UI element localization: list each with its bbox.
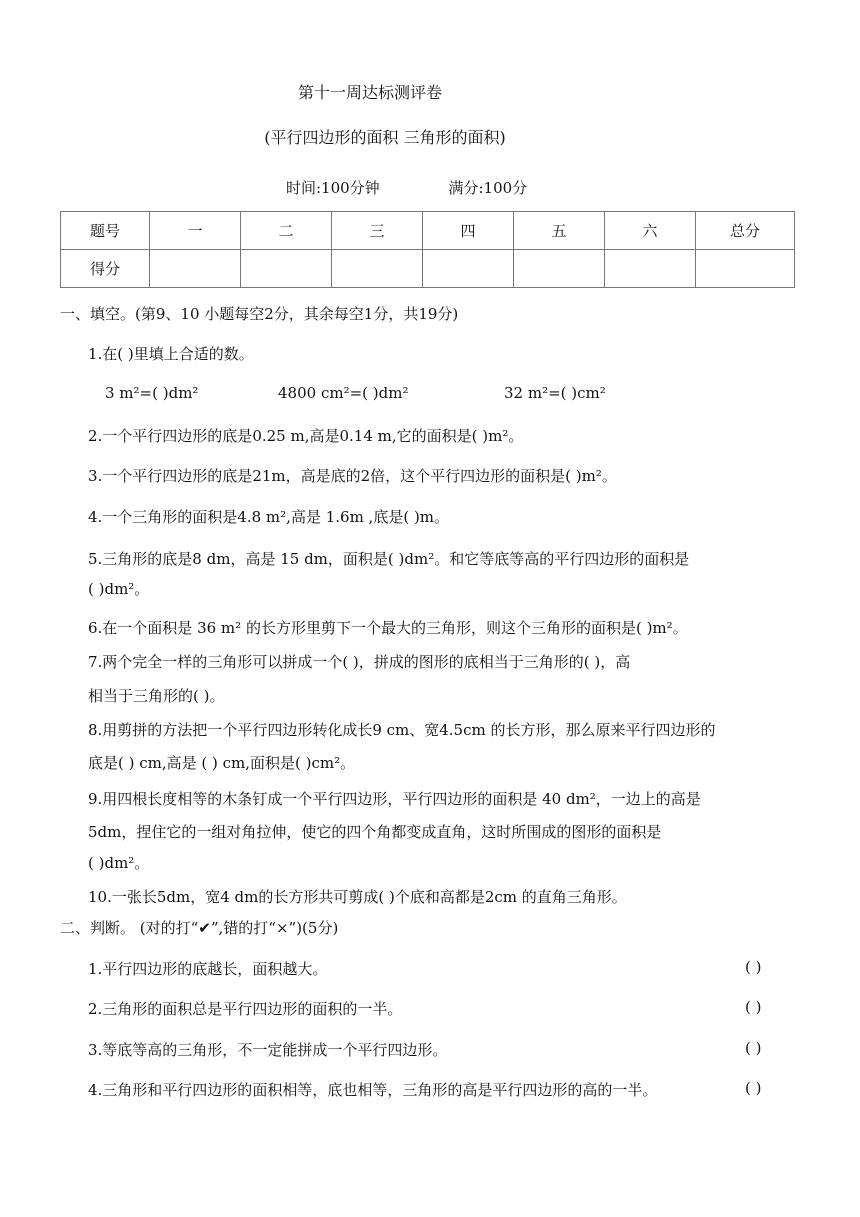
score-cell[interactable]: [332, 250, 423, 288]
question-5-line2: ( )dm²。: [88, 580, 150, 598]
question-8-line1: 8.用剪拼的方法把一个平行四边形转化成长9 cm、宽4.5cm 的长方形，那么原来平行四边形的: [88, 721, 716, 739]
answer-blank-2[interactable]: ( ): [745, 998, 762, 1016]
table-header-cell: 三: [332, 212, 423, 250]
question-9-line3: ( )dm²。: [88, 854, 150, 872]
judge-item-3: 3.等底等高的三角形，不一定能拼成一个平行四边形。: [88, 1041, 448, 1059]
question-6: 6.在一个面积是 36 m² 的长方形里剪下一个最大的三角形，则这个三角形的面积是( )m²。: [88, 619, 688, 637]
score-cell[interactable]: [241, 250, 332, 288]
score-cell[interactable]: [423, 250, 514, 288]
question-3: 3.一个平行四边形的底是21m，高是底的2倍，这个平行四边形的面积是( )m²。: [88, 467, 617, 485]
score-row-label: 得分: [61, 250, 150, 288]
time-limit: 时间:100分钟: [286, 179, 380, 197]
table-header-cell: 题号: [61, 212, 150, 250]
conversion-item: 3 m²=( )dm²: [105, 384, 199, 402]
section2-title: 二、判断。 (对的打“✔”,错的打“×”)(5分): [60, 919, 339, 937]
question-9-line1: 9.用四根长度相等的木条钉成一个平行四边形，平行四边形的面积是 40 dm²，一边上的高是: [88, 790, 701, 808]
table-header-cell: 六: [605, 212, 696, 250]
full-score: 满分:100分: [448, 179, 528, 197]
question-2: 2.一个平行四边形的底是0.25 m,高是0.14 m,它的面积是( )m²。: [88, 427, 524, 445]
score-table: [60, 211, 795, 288]
question-5-line1: 5.三角形的底是8 dm，高是 15 dm，面积是( )dm²。和它等底等高的平行四边形的面积是: [88, 550, 690, 568]
table-header-cell: 一: [150, 212, 241, 250]
exam-title: 第十一周达标测评卷: [297, 83, 442, 102]
table-header-cell: 总分: [696, 212, 795, 250]
question-4: 4.一个三角形的面积是4.8 m²,高是 1.6m ,底是( )m。: [88, 508, 450, 526]
question-8-line2: 底是( ) cm,高是 ( ) cm,面积是( )cm²。: [88, 754, 356, 772]
exam-subtitle: (平行四边形的面积 三角形的面积): [264, 128, 506, 147]
judge-item-2: 2.三角形的面积总是平行四边形的面积的一半。: [88, 1000, 403, 1018]
question-9-line2: 5dm，捏住它的一组对角拉伸，使它的四个角都变成直角，这时所围成的图形的面积是: [88, 823, 662, 841]
question-10: 10.一张长5dm，宽4 dm的长方形共可剪成( )个底和高都是2cm 的直角三角形。: [88, 888, 627, 906]
score-table-score-row: [61, 250, 795, 288]
score-cell[interactable]: [150, 250, 241, 288]
table-header-cell: 五: [514, 212, 605, 250]
time-info: [286, 177, 527, 198]
score-cell[interactable]: [696, 250, 795, 288]
answer-blank-3[interactable]: ( ): [745, 1039, 762, 1057]
question-7-line2: 相当于三角形的( )。: [88, 687, 225, 705]
table-header-cell: 四: [423, 212, 514, 250]
question-1: 1.在( )里填上合适的数。: [88, 345, 254, 363]
score-cell[interactable]: [605, 250, 696, 288]
answer-blank-4[interactable]: ( ): [745, 1079, 762, 1097]
judge-item-1: 1.平行四边形的底越长，面积越大。: [88, 960, 328, 978]
judge-item-4: 4.三角形和平行四边形的面积相等，底也相等，三角形的高是平行四边形的高的一半。: [88, 1081, 658, 1099]
conversion-item: 32 m²=( )cm²: [504, 384, 606, 402]
score-cell[interactable]: [514, 250, 605, 288]
table-header-cell: 二: [241, 212, 332, 250]
answer-blank-1[interactable]: ( ): [745, 958, 762, 976]
score-table-header-row: [61, 212, 795, 250]
section1-title: 一、填空。(第9、10 小题每空2分，其余每空1分，共19分): [60, 305, 459, 323]
question-7-line1: 7.两个完全一样的三角形可以拼成一个( )，拼成的图形的底相当于三角形的( )，高: [88, 653, 631, 671]
conversion-item: 4800 cm²=( )dm²: [278, 384, 409, 402]
